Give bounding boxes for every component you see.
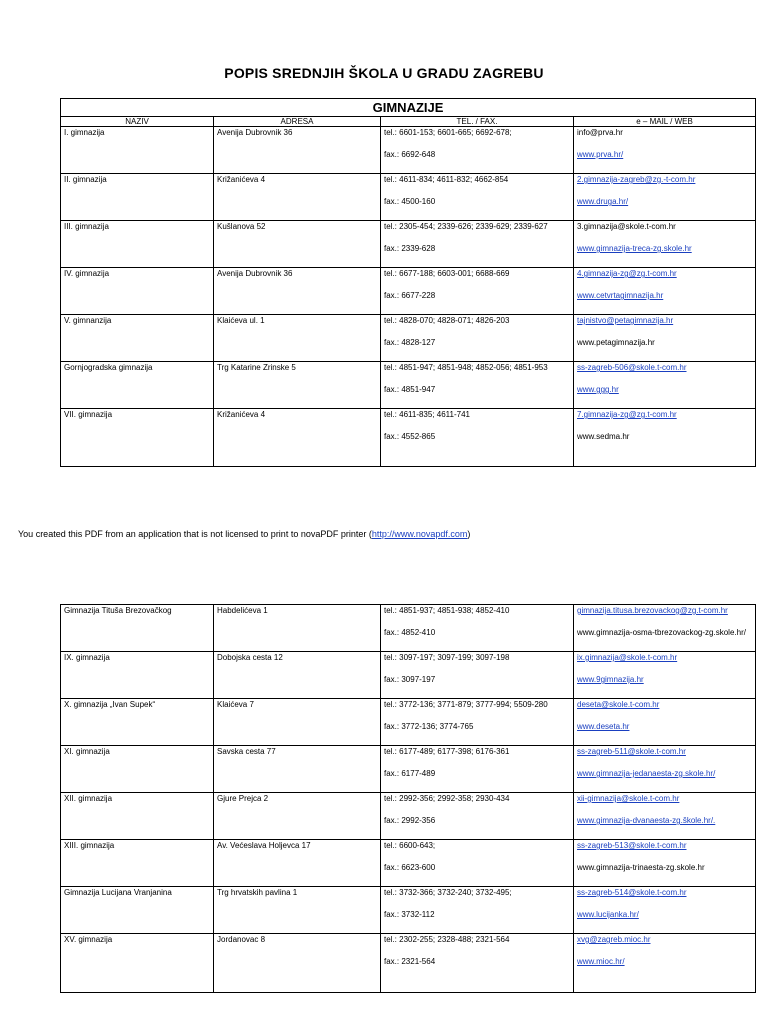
email-address[interactable]: ss-zagreb-514@skole.t-com.hr: [577, 888, 687, 897]
school-name: VII. gimnazija: [61, 409, 214, 467]
school-address: Avenija Dubrovnik 36: [214, 268, 381, 315]
website-url[interactable]: www.lucijanka.hr/: [577, 910, 639, 919]
school-address: Trg hrvatskih pavlina 1: [214, 887, 381, 934]
fax-number: fax.: 6177-489: [384, 769, 436, 778]
school-email-web: [574, 362, 756, 409]
novapdf-link[interactable]: http://www.novapdf.com: [371, 529, 468, 539]
school-name: V. gimnanzija: [61, 315, 214, 362]
phone-numbers: tel.: 4611-835; 4611-741: [384, 410, 470, 419]
school-email-web: [574, 934, 756, 993]
phone-numbers: tel.: 2992-356; 2992-358; 2930-434: [384, 794, 510, 803]
school-phone-fax: [381, 174, 574, 221]
table-row: [61, 840, 756, 887]
table-row: [61, 409, 756, 467]
email-address[interactable]: 4.gimnazija-zg@zg.t-com.hr: [577, 269, 677, 278]
phone-numbers: tel.: 4851-947; 4851-948; 4852-056; 4851-953: [384, 363, 548, 372]
table-row: [61, 699, 756, 746]
schools-table-page-1: [60, 98, 756, 467]
school-address: Gjure Prejca 2: [214, 793, 381, 840]
website-url[interactable]: www.ggg.hr: [577, 385, 619, 394]
table-row: [61, 887, 756, 934]
novapdf-license-notice: [18, 529, 758, 539]
column-header-email-web: e – MAIL / WEB: [574, 117, 756, 127]
email-address[interactable]: deseta@skole.t-com.hr: [577, 700, 660, 709]
school-phone-fax: [381, 887, 574, 934]
school-name: IX. gimnazija: [61, 652, 214, 699]
school-email-web: [574, 221, 756, 268]
website-url[interactable]: www.cetvrtagimnazija.hr: [577, 291, 664, 300]
email-address[interactable]: 7.gimnazija-zg@zg.t-com.hr: [577, 410, 677, 419]
school-name: XV. gimnazija: [61, 934, 214, 993]
website-url[interactable]: www.gimnazija-jedanaesta-zg.skole.hr/: [577, 769, 716, 778]
table-row: [61, 268, 756, 315]
school-address: Avenija Dubrovnik 36: [214, 127, 381, 174]
school-email-web: [574, 699, 756, 746]
email-address[interactable]: gimnazija.titusa.brezovackog@zg.t-com.hr: [577, 606, 728, 615]
school-name: Gimnazija Tituša Brezovačkog: [61, 605, 214, 652]
fax-number: fax.: 4500-160: [384, 197, 436, 206]
phone-numbers: tel.: 3732-366; 3732-240; 3732-495;: [384, 888, 512, 897]
fax-number: fax.: 2321-564: [384, 957, 436, 966]
school-email-web: [574, 268, 756, 315]
section-heading: GIMNAZIJE: [61, 99, 756, 117]
school-address: Klaićeva ul. 1: [214, 315, 381, 362]
table-row: [61, 746, 756, 793]
school-email-web: [574, 315, 756, 362]
fax-number: fax.: 2992-356: [384, 816, 436, 825]
school-name: II. gimnazija: [61, 174, 214, 221]
website-url[interactable]: www.druga.hr/: [577, 197, 629, 206]
fax-number: fax.: 4852-410: [384, 628, 436, 637]
notice-text: You created this PDF from an application that is not licensed to print to novaPDF printer (: [18, 529, 372, 539]
phone-numbers: tel.: 2302-255; 2328-488; 2321-564: [384, 935, 510, 944]
school-email-web: [574, 409, 756, 467]
school-address: Jordanovac 8: [214, 934, 381, 993]
school-address: Trg Katarine Zrinske 5: [214, 362, 381, 409]
school-email-web: [574, 652, 756, 699]
fax-number: fax.: 4851-947: [384, 385, 436, 394]
school-phone-fax: [381, 746, 574, 793]
table-row: [61, 221, 756, 268]
email-address[interactable]: ix.gimnazija@skole.t-com.hr: [577, 653, 678, 662]
school-phone-fax: [381, 409, 574, 467]
school-address: Kušlanova 52: [214, 221, 381, 268]
website-url[interactable]: www.prva.hr/: [577, 150, 624, 159]
phone-numbers: tel.: 6677-188; 6603-001; 6688-669: [384, 269, 510, 278]
school-email-web: [574, 174, 756, 221]
email-address: info@prva.hr: [577, 128, 623, 137]
fax-number: fax.: 6677-228: [384, 291, 436, 300]
fax-number: fax.: 2339-628: [384, 244, 436, 253]
email-address[interactable]: 2.gimnazija-zagreb@zg.-t-com.hr: [577, 175, 696, 184]
website-url[interactable]: www.deseta.hr: [577, 722, 630, 731]
fax-number: fax.: 6623-600: [384, 863, 436, 872]
website-url: www.gimnazija-osma-tbrezovackog-zg.skole.hr/: [577, 628, 746, 637]
school-name: Gornjogradska gimnazija: [61, 362, 214, 409]
school-name: XI. gimnazija: [61, 746, 214, 793]
website-url: www.sedma.hr: [577, 432, 630, 441]
school-address: Av. Većeslava Holjevca 17: [214, 840, 381, 887]
school-name: I. gimnazija: [61, 127, 214, 174]
school-address: Klaićeva 7: [214, 699, 381, 746]
notice-text-end: ): [467, 529, 471, 539]
email-address[interactable]: ss-zagreb-511@skole.t-com.hr: [577, 747, 686, 756]
fax-number: fax.: 4552-865: [384, 432, 436, 441]
phone-numbers: tel.: 3772-136; 3771-879; 3777-994; 5509-280: [384, 700, 548, 709]
school-name: X. gimnazija „Ivan Supek“: [61, 699, 214, 746]
email-address[interactable]: ss-zagreb-513@skole.t-com.hr: [577, 841, 687, 850]
page-title: POPIS SREDNJIH ŠKOLA U GRADU ZAGREBU: [224, 65, 544, 81]
school-address: Dobojska cesta 12: [214, 652, 381, 699]
website-url[interactable]: www.gimnazija-dvanaesta-zg.škole.hr/.: [577, 816, 716, 825]
table-row: [61, 362, 756, 409]
school-email-web: [574, 127, 756, 174]
table-row: [61, 174, 756, 221]
column-header-tel-fax: TEL. / FAX.: [381, 117, 574, 127]
school-phone-fax: [381, 605, 574, 652]
school-phone-fax: [381, 793, 574, 840]
school-phone-fax: [381, 362, 574, 409]
school-phone-fax: [381, 315, 574, 362]
fax-number: fax.: 3772-136; 3774-765: [384, 722, 474, 731]
school-name: III. gimnazija: [61, 221, 214, 268]
school-email-web: [574, 605, 756, 652]
school-address: Savska cesta 77: [214, 746, 381, 793]
phone-numbers: tel.: 2305-454; 2339-626; 2339-629; 2339-627: [384, 222, 548, 231]
school-phone-fax: [381, 934, 574, 993]
phone-numbers: tel.: 4828-070; 4828-071; 4826-203: [384, 316, 510, 325]
phone-numbers: tel.: 6601-153; 6601-665; 6692-678;: [384, 128, 512, 137]
school-name: IV. gimnazija: [61, 268, 214, 315]
email-address[interactable]: xvg@zagreb.mioc.hr: [577, 935, 651, 944]
table-row: [61, 793, 756, 840]
phone-numbers: tel.: 6177-489; 6177-398; 6176-361: [384, 747, 510, 756]
website-url[interactable]: www.mioc.hr/: [577, 957, 625, 966]
school-phone-fax: [381, 127, 574, 174]
table-row: [61, 934, 756, 993]
table-row: [61, 652, 756, 699]
fax-number: fax.: 3732-112: [384, 910, 435, 919]
school-address: Križanićeva 4: [214, 409, 381, 467]
email-address[interactable]: xii-gimnazija@skole.t-com.hr: [577, 794, 680, 803]
table-row: [61, 127, 756, 174]
table-row: [61, 315, 756, 362]
school-email-web: [574, 840, 756, 887]
fax-number: fax.: 3097-197: [384, 675, 436, 684]
school-name: XII. gimnazija: [61, 793, 214, 840]
website-url: www.petagimnazija.hr: [577, 338, 655, 347]
school-address: Habdelićeva 1: [214, 605, 381, 652]
email-address[interactable]: ss-zagreb-506@skole.t-com.hr: [577, 363, 687, 372]
school-phone-fax: [381, 699, 574, 746]
schools-table-page-2: [60, 604, 756, 993]
website-url[interactable]: www.gimnazija-treca-zg.skole.hr: [577, 244, 692, 253]
website-url: www.gimnazija-trinaesta-zg.skole.hr: [577, 863, 705, 872]
fax-number: fax.: 4828-127: [384, 338, 436, 347]
column-header-naziv: NAZIV: [61, 117, 214, 127]
phone-numbers: tel.: 3097-197; 3097-199; 3097-198: [384, 653, 510, 662]
phone-numbers: tel.: 4851-937; 4851-938; 4852-410: [384, 606, 510, 615]
fax-number: fax.: 6692-648: [384, 150, 436, 159]
school-phone-fax: [381, 221, 574, 268]
table-row: [61, 605, 756, 652]
school-name: XIII. gimnazija: [61, 840, 214, 887]
school-address: Križanićeva 4: [214, 174, 381, 221]
website-url[interactable]: www.9gimnazija.hr: [577, 675, 644, 684]
school-name: Gimnazija Lucijana Vranjanina: [61, 887, 214, 934]
school-phone-fax: [381, 268, 574, 315]
school-email-web: [574, 793, 756, 840]
email-address: 3.gimnazija@skole.t-com.hr: [577, 222, 676, 231]
school-email-web: [574, 887, 756, 934]
school-phone-fax: [381, 840, 574, 887]
school-email-web: [574, 746, 756, 793]
school-phone-fax: [381, 652, 574, 699]
phone-numbers: tel.: 6600-643;: [384, 841, 436, 850]
phone-numbers: tel.: 4611-834; 4611-832; 4662-854: [384, 175, 509, 184]
email-address[interactable]: tajnistvo@petagimnazija.hr: [577, 316, 674, 325]
column-header-adresa: ADRESA: [214, 117, 381, 127]
